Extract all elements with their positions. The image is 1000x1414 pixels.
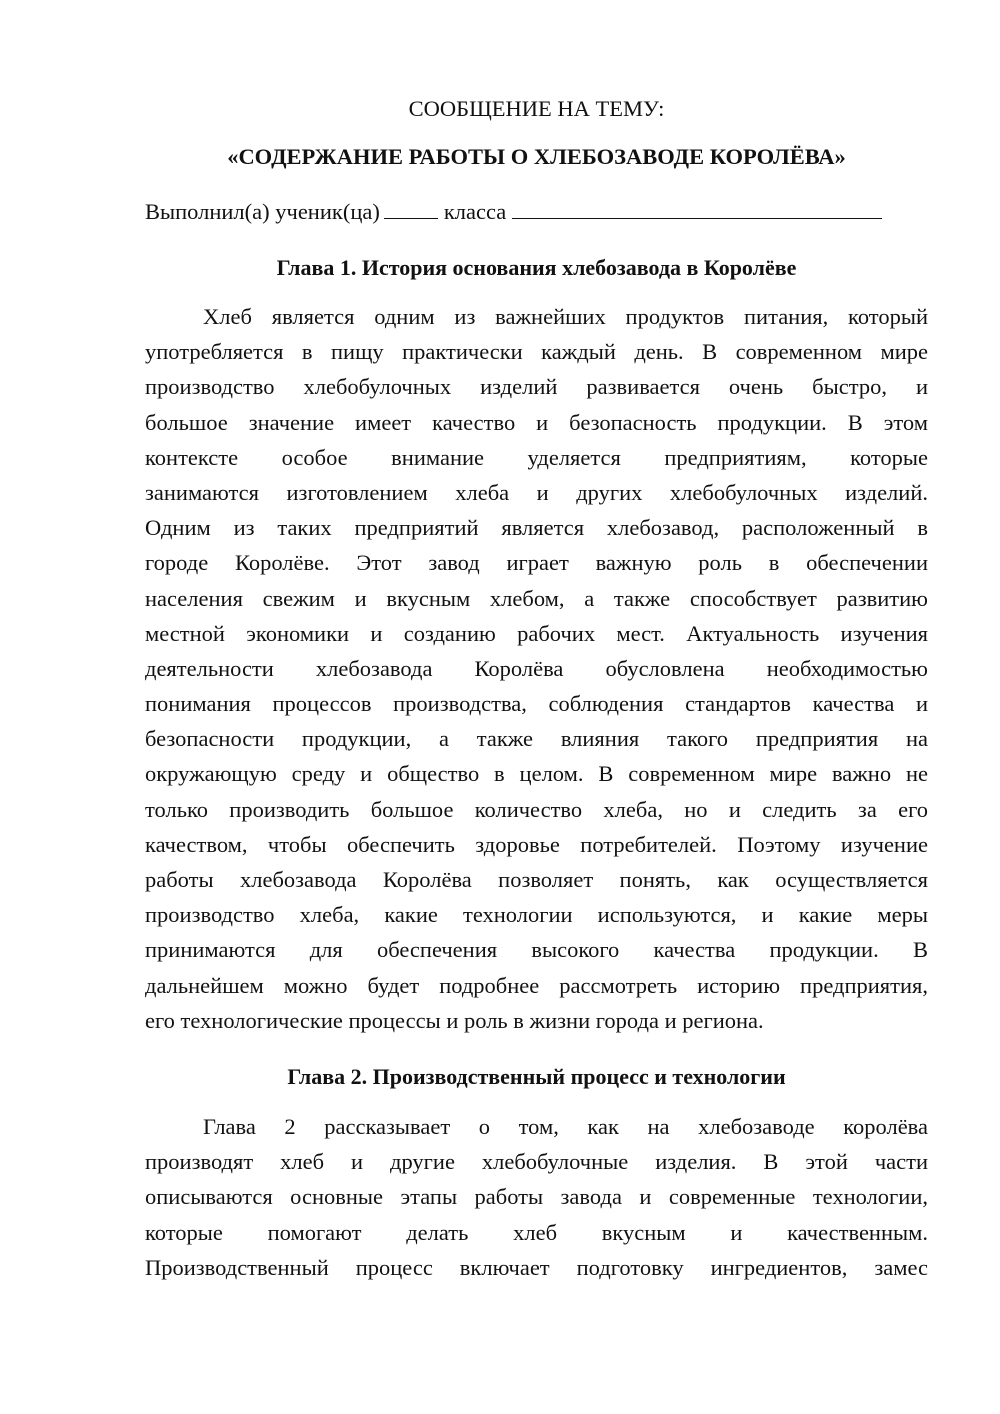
paragraph-line: населения свежим и вкусным хлебом, а также способствует развитию	[145, 585, 928, 611]
chapter-1-paragraph	[145, 299, 928, 1038]
class-label: класса	[443, 199, 507, 224]
paragraph-line: городе Королёве. Этот завод играет важную роль в обеспечении	[145, 550, 928, 576]
paragraph-line: производят хлеб и другие хлебобулочные изделия. В этой части	[145, 1149, 928, 1175]
paragraph-line: местной экономики и созданию рабочих мест. Актуальность изучения	[145, 620, 928, 646]
paragraph-line: производство хлебобулочных изделий развивается очень быстро, и	[145, 374, 928, 400]
paragraph-line: его технологические процессы и роль в жизни города и региона.	[145, 1007, 764, 1033]
paragraph-line: безопасности продукции, а также влияния такого предприятия на	[145, 726, 928, 752]
paragraph-line: понимания процессов производства, соблюдения стандартов качества и	[145, 691, 928, 717]
chapter-1-heading: Глава 1. История основания хлебозавода в Королёве	[276, 255, 797, 280]
author-prefix: Выполнил(а) ученик(ца)	[145, 199, 380, 224]
paragraph-line: только производить большое количество хлеба, но и следить за его	[145, 796, 928, 822]
paragraph-line: описываются основные этапы работы завода и современные технологии,	[145, 1184, 928, 1210]
paragraph-line: дальнейшем можно будет подробнее рассмотреть историю предприятия,	[145, 972, 928, 998]
paragraph-line: производство хлеба, какие технологии используются, и какие меры	[145, 902, 928, 928]
paragraph-line: Хлеб является одним из важнейших продуктов питания, который	[203, 304, 928, 329]
paragraph-line: Одним из таких предприятий является хлебозавод, расположенный в	[145, 515, 928, 541]
paragraph-line: контексте особое внимание уделяется предприятиям, которые	[145, 444, 928, 470]
document-title-line-2: «СОДЕРЖАНИЕ РАБОТЫ О ХЛЕБОЗАВОДЕ КОРОЛЁВА»	[227, 144, 846, 169]
paragraph-line: занимаются изготовлением хлеба и других хлебобулочных изделий.	[145, 479, 928, 505]
paragraph-line: которые помогают делать хлеб вкусным и качественным.	[145, 1219, 928, 1245]
paragraph-line: деятельности хлебозавода Королёва обусловлена необходимостью	[145, 655, 928, 681]
document-title-line-1: СООБЩЕНИЕ НА ТЕМУ:	[408, 96, 665, 121]
paragraph-line: качеством, чтобы обеспечить здоровье потребителей. Поэтому изучение	[145, 831, 928, 857]
chapter-2-heading: Глава 2. Производственный процесс и технологии	[287, 1064, 786, 1089]
paragraph-line: большое значение имеет качество и безопасность продукции. В этом	[145, 409, 928, 435]
chapter-2-paragraph	[145, 1109, 928, 1285]
paragraph-line: работы хлебозавода Королёва позволяет понять, как осуществляется	[145, 867, 928, 892]
student-name-blank	[512, 196, 882, 219]
paragraph-line: употребляется в пищу практически каждый день. В современном мире	[145, 339, 928, 365]
paragraph-line: Глава 2 рассказывает о том, как на хлебозаводе королёва	[203, 1114, 928, 1139]
class-number-blank	[384, 196, 438, 219]
author-line	[145, 196, 928, 227]
paragraph-line: окружающую среду и общество в целом. В современном мире важно не	[145, 761, 928, 787]
paragraph-line: принимаются для обеспечения высокого качества продукции. В	[145, 937, 928, 963]
paragraph-line: Производственный процесс включает подготовку ингредиентов, замес	[145, 1254, 928, 1280]
